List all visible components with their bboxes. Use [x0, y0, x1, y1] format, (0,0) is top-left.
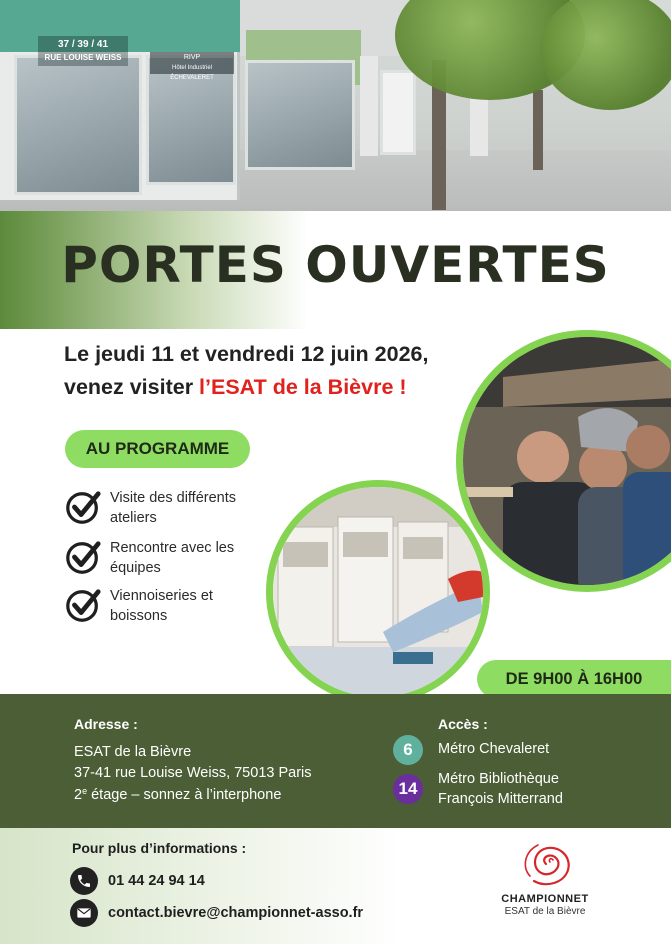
- floor-number: 2: [74, 787, 83, 803]
- page-title: PORTES OUVERTES: [61, 236, 610, 294]
- mail-icon: [70, 899, 98, 927]
- programme-item-text: Visite des différents ateliers: [110, 490, 237, 526]
- check-circle-icon: [64, 488, 102, 526]
- programme-item: [64, 488, 270, 528]
- tree-canopy: [540, 0, 671, 110]
- garage-door: [380, 70, 416, 155]
- email-address: contact.bievre@championnet-asso.fr: [108, 905, 364, 921]
- phone-icon: [70, 867, 98, 895]
- visit-invitation-prefix: venez visiter: [64, 375, 200, 399]
- metro-bibliotheque: Métro Bibliothèque: [438, 771, 559, 787]
- floor-ordinal: e: [82, 786, 88, 796]
- metro-line-14-badge: 14: [393, 774, 423, 804]
- programme-item-text: Viennoiseries et boissons: [110, 588, 213, 624]
- address-street: 37-41 rue Louise Weiss, 75013 Paris: [74, 765, 312, 781]
- embroidery-machines-illustration: [273, 487, 483, 697]
- phone-contact[interactable]: [70, 867, 205, 895]
- pillar: [360, 56, 378, 156]
- header-photo: [0, 0, 671, 211]
- address-name: ESAT de la Bièvre: [74, 744, 192, 760]
- access-heading: Accès :: [438, 716, 488, 732]
- metro-bibliotheque-line2: François Mitterrand: [438, 791, 563, 807]
- address-sign-number: 37 / 39 / 41: [57, 39, 109, 50]
- address-floor: [74, 786, 281, 803]
- floor-instructions: étage – sonnez à l’interphone: [87, 787, 282, 803]
- tree-trunk: [533, 90, 543, 170]
- address-sign-street: RUE LOUISE WEISS: [44, 53, 122, 62]
- email-contact[interactable]: [70, 899, 363, 927]
- esat-name-highlight: l’ESAT de la Bièvre !: [199, 375, 407, 399]
- metro-line-6-badge: 6: [393, 735, 423, 765]
- welders-illustration: [463, 337, 671, 585]
- logo-name: CHAMPIONNET: [501, 893, 589, 905]
- programme-item: [64, 586, 270, 626]
- phone-number: 01 44 24 94 14: [108, 873, 205, 889]
- glass-door: [14, 55, 142, 195]
- programme-item-text: Rencontre avec les équipes: [110, 540, 235, 576]
- glass-window: [245, 60, 355, 170]
- logo-subtitle: ESAT de la Bièvre: [504, 906, 586, 917]
- metro-chevaleret: Métro Chevaleret: [438, 741, 550, 757]
- swirl-logo-icon: [510, 838, 580, 890]
- rivp-sign-title: RIVP: [183, 54, 201, 61]
- championnet-logo: [490, 838, 600, 928]
- visit-invitation: [64, 375, 407, 400]
- check-circle-icon: [64, 538, 102, 576]
- contact-heading: Pour plus d’informations :: [72, 840, 247, 856]
- opening-hours-badge: DE 9H00 À 16H00: [477, 660, 671, 698]
- info-band: [0, 694, 671, 828]
- event-dates: Le jeudi 11 et vendredi 12 juin 2026,: [64, 342, 429, 366]
- rivp-sign-sub: Hôtel Industriel ÉCHEVALERET: [170, 65, 214, 81]
- workshop-photo-embroidery: [266, 480, 490, 704]
- check-circle-icon: [64, 586, 102, 624]
- address-heading: Adresse :: [74, 716, 138, 732]
- programme-label: AU PROGRAMME: [65, 430, 250, 468]
- rivp-sign: [150, 52, 234, 81]
- workshop-photo-welders: [456, 330, 671, 592]
- programme-item: [64, 538, 270, 578]
- address-sign: [38, 36, 128, 66]
